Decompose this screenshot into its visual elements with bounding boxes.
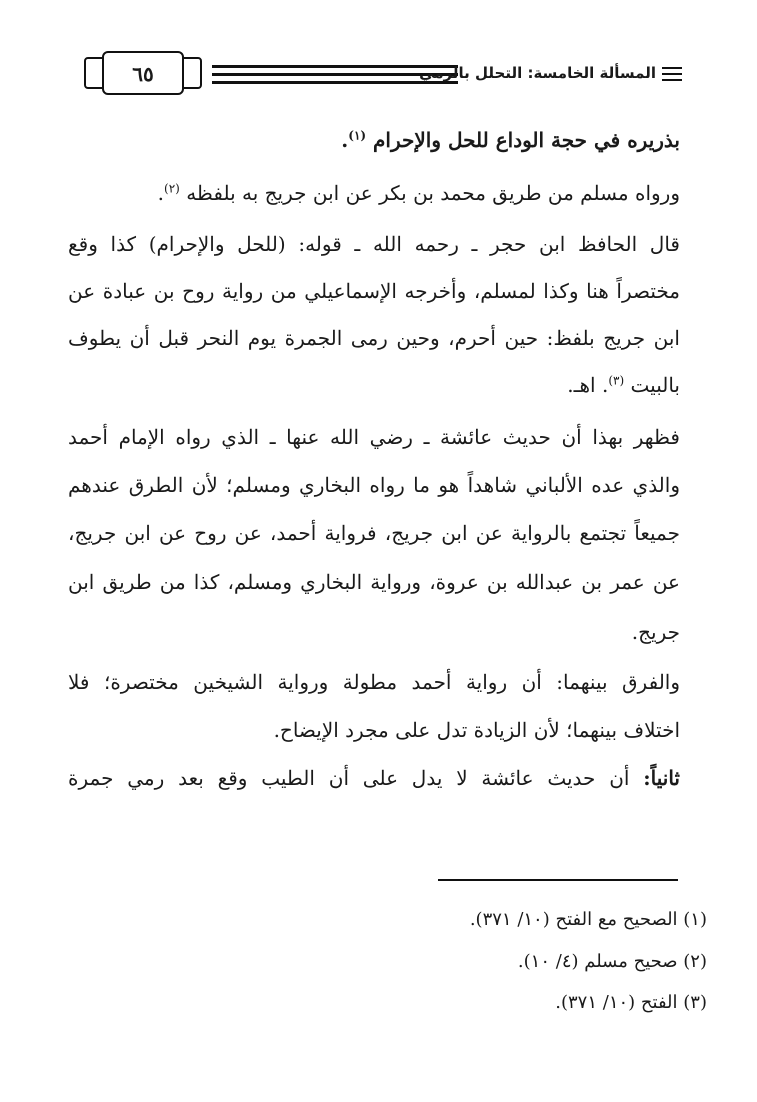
running-title: المسألة الخامسة: التحلل بالرمي [419,64,656,82]
body-line: والفرق بينهما: أن رواية أحمد مطولة ورواية الشيخين مختصرة؛ فلا [68,670,681,694]
footnote: (٢) صحيح مسلم (٤/ ١٠). [517,951,707,972]
page-number: ٦٥ [132,62,154,86]
body-line: بالبيت $^{(٣)}$. اهـ. [567,373,680,397]
header-bars-icon [662,67,682,83]
footnote: (٣) الفتح (١٠/ ٣٧١). [555,992,707,1013]
body-line: عن عمر بن عبدالله بن عروة، ورواية البخاري ومسلم، كذا من طريق ابن [68,570,680,594]
body-line: بذريره في حجة الوداع للحل والإحرام $^{(١)}$. [341,128,680,152]
body-line: ثانياً: أن حديث عائشة لا يدل على أن الطيب وقع بعد رمي جمرة [68,766,680,790]
body-line: مختصراً هنا وكذا لمسلم، وأخرجه الإسماعيلي من رواية روح بن عبادة عن [68,279,680,303]
body-line: فظهر بهذا أن حديث عائشة ـ رضي الله عنها ـ الذي رواه الإمام أحمد [68,425,680,449]
body-line: والذي عده الألباني شاهداً هو ما رواه البخاري ومسلم؛ لأن الطرق عندهم [68,473,680,497]
body-line: جريج. [631,620,680,644]
body-line: ابن جريج بلفظ: حين أحرم، وحين رمى الجمرة يوم النحر قبل أن يطوف [68,326,680,350]
body-line: جميعاً تجتمع بالرواية عن ابن جريج، فرواية أحمد، عن روح عن ابن جريج، [68,521,680,545]
page-number-frame [84,57,202,89]
body-line: ورواه مسلم من طريق محمد بن بكر عن ابن جريج به بلفظه $^{(٢)}$. [157,181,680,205]
footnote: (١) الصحيح مع الفتح (١٠/ ٣٧١). [469,909,707,930]
footnote-separator [438,879,678,881]
body-line: قال الحافظ ابن حجر ـ رحمه الله ـ قوله: (للحل والإحرام) كذا وقع [68,232,680,256]
body-line: اختلاف بينهما؛ لأن الزيادة تدل على مجرد الإيضاح. [273,718,680,742]
page-header [72,55,682,95]
